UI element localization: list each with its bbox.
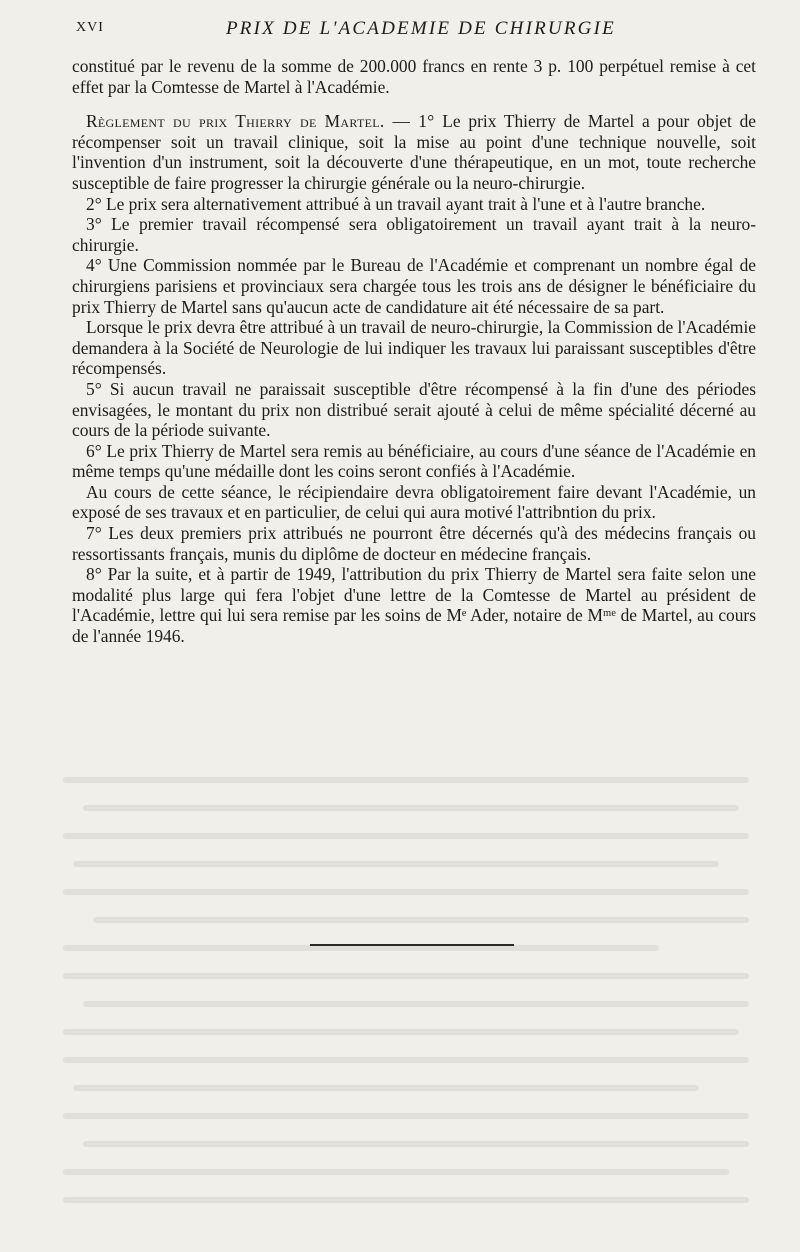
page-number: XVI: [76, 20, 104, 35]
page-header-title: PRIX DE L'ACADEMIE DE CHIRURGIE: [226, 18, 616, 39]
paragraph-article-8: 8° Par la suite, et à partir de 1949, l'attribution du prix Thierry de Martel sera faite selon une modalité plus large qui fera l'objet d'une lettre de la Comtesse de Martel au président de l'Académie, lettre qui lui sera remise par les soins de Mᵉ Ader, notaire de Mᵐᵉ de Martel, au cours de l'année 1946.: [72, 564, 756, 647]
paragraph-article-6: 6° Le prix Thierry de Martel sera remis au bénéficiaire, au cours d'une séance de l'Académie en même temps qu'une médaille dont les coins seront confiés à l'Académie.: [72, 440, 756, 482]
paragraph-intro: constitué par le revenu de la somme de 200.000 francs en rente 3 p. 100 perpétuel remise à cet effet par la Comtesse de Martel à l'Académie.: [72, 56, 756, 97]
paragraph-article-4: 4° Une Commission nommée par le Bureau de l'Académie et comprenant un nombre égal de chirurgiens parisiens et provinciaux sera chargée tous les trois ans de désigner le bénéficiaire du prix Thierry de Martel sans qu'aucun acte de candidature ait été nécessaire de sa part.: [72, 255, 756, 317]
paragraph-article-2: 2° Le prix sera alternativement attribué à un travail ayant trait à l'une et à l'autre branche.: [86, 193, 706, 214]
section-heading: Règlement du prix Thierry de Martel. — 1°: [86, 111, 435, 132]
bleed-through-texture: [56, 760, 756, 1230]
paragraph-article-6-cont: Au cours de cette séance, le récipiendaire devra obligatoirement faire devant l'Académie, un exposé de ses travaux et en particulier, de celui qui aura motivé l'attribntion du prix.: [72, 481, 756, 523]
running-header: [76, 18, 744, 46]
paragraph-article-5: 5° Si aucun travail ne paraissait susceptible d'être récompensé à la fin d'une des périodes envisagées, le montant du prix non distribué serait ajouté à celui de même spécialité décerné au cours de la période suivante.: [72, 378, 756, 441]
paragraph-reglement: [72, 111, 756, 193]
paragraph-article-3: 3° Le premier travail récompensé sera obligatoirement un travail ayant trait à la neuro-chirurgie.: [72, 214, 756, 255]
paragraph-article-4-cont: Lorsque le prix devra être attribué à un travail de neuro-chirurgie, la Commission de l'Académie demandera à la Société de Neurologie de lui indiquer les travaux lui paraissant susceptibles d'être récompensés.: [72, 317, 756, 379]
paragraph-article-7: 7° Les deux premiers prix attribués ne pourront être décernés qu'à des médecins français ou ressortissants français, munis du diplôme de docteur en médecine français.: [72, 523, 756, 564]
body-text: [72, 56, 756, 647]
paragraph-reglement-text: Le prix Thierry de Martel a pour objet de récompenser soit un travail clinique, soit la mise au point d'une technique nouvelle, soit l'invention d'un instrument, soit la découverte d'une thérapeutique, en un mot, toute recherche susceptible de faire progresser la chirurgie générale ou la neuro-chirurgie.: [72, 111, 756, 193]
